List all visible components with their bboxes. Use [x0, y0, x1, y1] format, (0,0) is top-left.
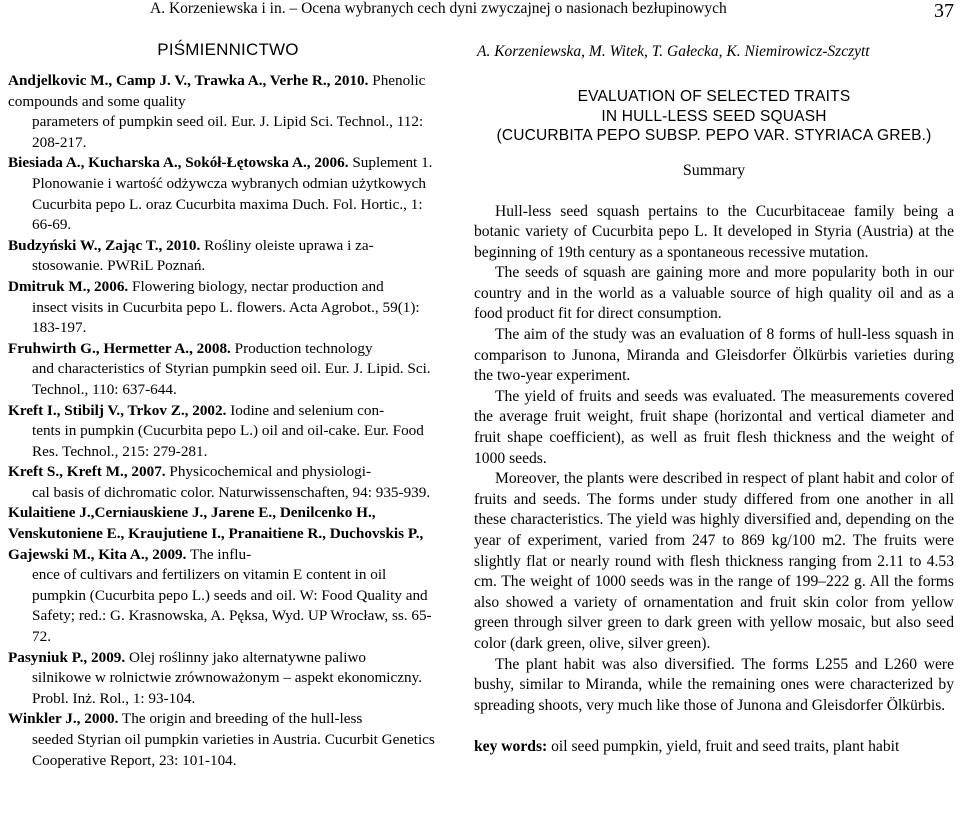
keywords-line: [474, 738, 954, 756]
reference-continuation: seeded Styrian oil pumpkin varieties in Austria. Cucurbit Genetics Cooperative Report, 23: 101-104.: [32, 731, 435, 769]
reference-text: Physicochemical and physiologi-: [165, 463, 372, 481]
reference-entry: [8, 236, 438, 277]
reference-continuation: parameters of pumpkin seed oil. Eur. J. Lipid Sci. Technol., 112: 208-217.: [32, 113, 424, 151]
reference-text: The origin and breeding of the hull-less: [118, 710, 363, 728]
summary-paragraph: The yield of fruits and seeds was evaluated. The measurements covered the average fruit weight, fruit shape (horizontal and vertical diameter and fruit shape coefficient), as well as fruit flesh thickness and the weight of 1000 seeds.: [474, 387, 954, 467]
reference-continuation: silnikowe w rolnictwie zrównoważonym – aspekt ekonomiczny. Probl. Inż. Rol., 1: 93-104.: [32, 669, 422, 707]
reference-text: Production technology: [230, 339, 373, 357]
summary-heading: Summary: [682, 161, 746, 179]
reference-continuation: cal basis of dichromatic color. Naturwissenschaften, 94: 935-939.: [32, 483, 431, 501]
summary-paragraph: The seeds of squash are gaining more and more popularity both in our country and in the world as a valuable source of high quality oil and as a food product fit for direct consumption.: [474, 264, 954, 323]
summary-paragraph: The aim of the study was an evaluation of 8 forms of hull-less squash in comparison to Junona, Miranda and Gleisdorfer Ölkürbis varieties during the two-year experiment.: [474, 326, 954, 385]
references-heading: PIŚMIENNICTWO: [157, 40, 299, 59]
reference-continuation: tents in pumpkin (Cucurbita pepo L.) oil and oil-cake. Eur. Food Res. Technol., 215: 279-281.: [32, 422, 424, 460]
reference-authors: Kulaitiene J.,Cerniauskiene J., Jarene E., Denilcenko H., Venskutoniene E., Kraujutiene I., Pranaitiene R., Duchovskis P., Gajewski M., Kita A., 2009.: [8, 504, 424, 563]
reference-continuation: stosowanie. PWRiL Poznań.: [32, 257, 206, 275]
reference-text: Suplement 1.: [348, 154, 433, 172]
reference-text: Phenolic compounds and some quality: [8, 72, 426, 110]
reference-entry: [8, 462, 438, 503]
reference-entry: [8, 277, 438, 339]
reference-text: Olej roślinny jako alternatywne paliwo: [125, 648, 367, 666]
reference-continuation: insect visits in Cucurbita pepo L. flowers. Acta Agrobot., 59(1): 183-197.: [32, 298, 420, 337]
summary-paragraph: Hull-less seed squash pertains to the Cucurbitaceae family being a botanic variety of Cucurbita pepo L. It developed in Styria (Austria) at the beginning of 19th century as a spontaneous recessive mutation.: [474, 202, 954, 261]
summary-paragraph: The plant habit was also diversified. The forms L255 and L260 were bushy, similar to Miranda, while the remaining ones were characterized by spreading shoots, very much like those of Junona and Gleisdorfer Ölkürbis.: [474, 655, 954, 714]
reference-continuation: ence of cultivars and fertilizers on vitamin E content in oil pumpkin (Cucurbita pepo L.) seeds and oil. W: Food Quality and Safety; red.: G. Krasnowska, A. Pęksa, Wyd. UP Wrocław, ss. 65-72.: [32, 566, 432, 646]
reference-text: Rośliny oleiste uprawa i za-: [200, 236, 374, 254]
abstract-authors: A. Korzeniewska, M. Witek, T. Gałecka, K. Niemirowicz-Szczytt: [477, 43, 870, 60]
keywords-text: oil seed pumpkin, yield, fruit and seed traits, plant habit: [547, 738, 900, 756]
title-line: IN HULL-LESS SEED SQUASH: [601, 107, 827, 125]
reference-entry: [8, 648, 438, 710]
reference-authors: Biesiada A., Kucharska A., Sokół-Łętowska A., 2006.: [8, 154, 349, 172]
reference-authors: Winkler J., 2000.: [8, 710, 119, 728]
reference-text: Iodine and selenium con-: [226, 401, 385, 419]
page-header: [0, 0, 960, 28]
reference-entry: [8, 153, 438, 235]
abstract-column: [474, 40, 954, 756]
reference-text: Flowering biology, nectar production and: [128, 277, 384, 295]
summary-body: [474, 202, 954, 717]
reference-continuation: and characteristics of Styrian pumpkin seed oil. Eur. J. Lipid. Sci. Technol., 110: 637-644.: [32, 360, 431, 398]
reference-authors: Fruhwirth G., Hermetter A., 2008.: [8, 339, 231, 357]
reference-continuation: Plonowanie i wartość odżywcza wybranych odmian użytkowych Cucurbita pepo L. oraz Cucurbita maxima Duch. Fol. Hortic., 1: 66-69.: [32, 174, 426, 234]
summary-paragraph: Moreover, the plants were described in respect of plant habit and color of fruits and seeds. The forms under study differed from one another in all these characteristics. The yield was highly diversified and, depending on the year of experiment, varied from 247 to 869 kg/100 m2. The fruits were slightly flat or nearly round with flesh thickness ranging from 2.11 to 4.53 cm. The weight of 1000 seeds was in the range of 199–222 g. All the forms also showed a variety of ornamentation and fruit skin color from yellow green through silver green to dark green with yellow mosaic, but also seed color (dark green, olive, silver green).: [474, 470, 954, 652]
reference-authors: Pasyniuk P., 2009.: [8, 648, 126, 666]
title-line: EVALUATION OF SELECTED TRAITS: [577, 88, 851, 105]
reference-authors: Budzyński W., Zając T., 2010.: [8, 236, 201, 254]
reference-entry: [8, 401, 438, 463]
reference-authors: Andjelkovic M., Camp J. V., Trawka A., Verhe R., 2010.: [8, 72, 369, 89]
reference-entry: [8, 503, 438, 647]
reference-entry: [8, 71, 438, 153]
reference-authors: Kreft S., Kreft M., 2007.: [8, 463, 166, 481]
reference-entry: [8, 339, 438, 401]
references-column: [8, 40, 438, 771]
article-title: [474, 87, 954, 146]
reference-authors: Kreft I., Stibilj V., Trkov Z., 2002.: [8, 401, 227, 419]
reference-authors: Dmitruk M., 2006.: [8, 277, 129, 295]
title-line: (CUCURBITA PEPO SUBSP. PEPO VAR. STYRIACA GREB.): [496, 127, 932, 144]
reference-text: The influ-: [186, 545, 252, 563]
reference-entry: [8, 709, 438, 771]
keywords-label: key words:: [474, 738, 548, 756]
reference-list: [8, 71, 438, 771]
running-head: A. Korzeniewska i in. – Ocena wybranych cech dyni zwyczajnej o nasionach bezłupinowych: [150, 0, 727, 17]
page-number: 37: [934, 0, 954, 22]
